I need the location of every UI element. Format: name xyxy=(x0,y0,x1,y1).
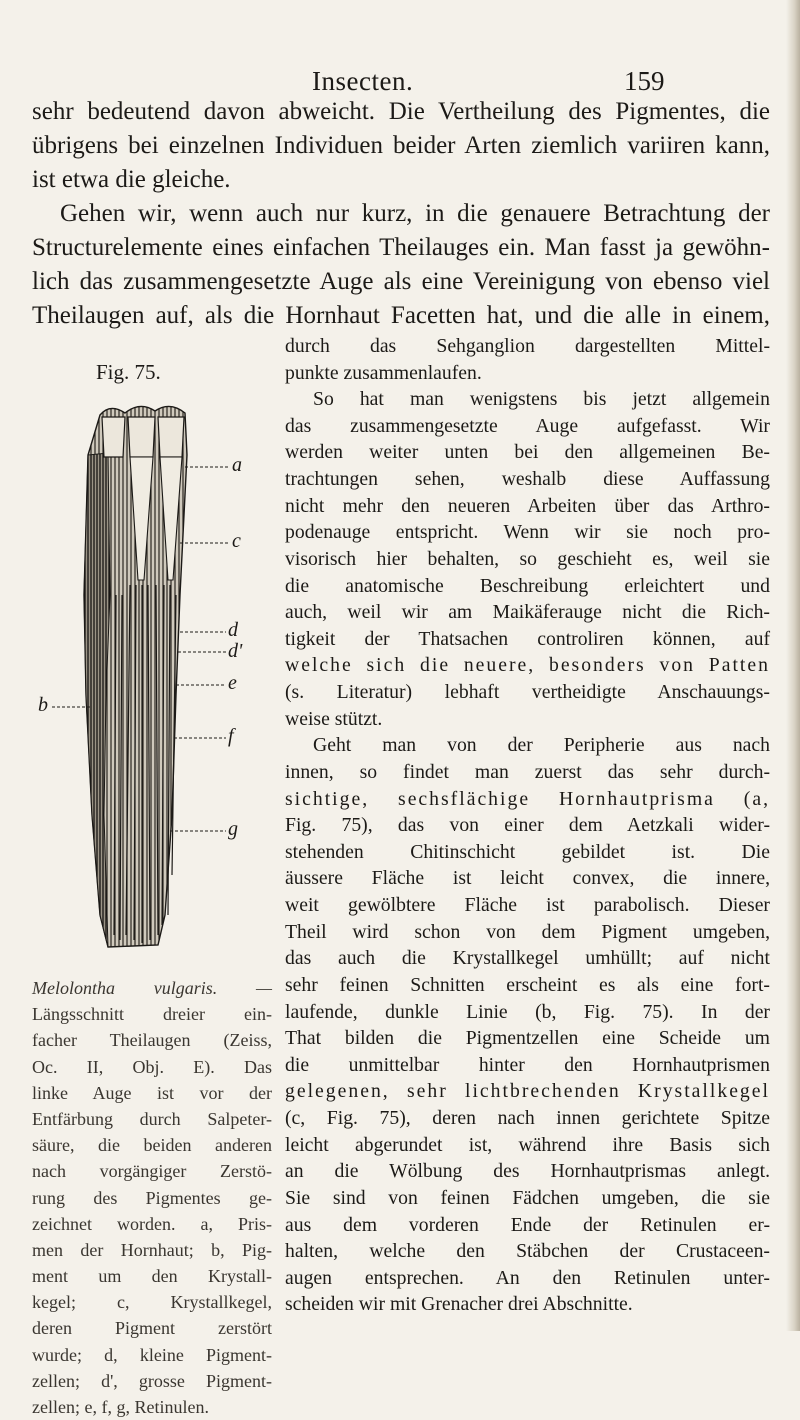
text-line: weit gewölbtere Fläche ist parabolisch. Dieser xyxy=(285,894,770,917)
caption-line: Melolontha vulgaris. — xyxy=(32,978,272,998)
caption-line: Oc. II, Obj. E). Das xyxy=(32,1056,272,1077)
text-line: visorisch hier behalten, so geschieht es, weil sie xyxy=(285,547,770,570)
text-line: podenauge entspricht. Wenn wir sie noch pro- xyxy=(285,521,770,544)
label-c: c xyxy=(232,530,241,552)
text-line: (s. Literatur) lebhaft vertheidigte Anschauungs- xyxy=(285,681,770,704)
caption-line: säure, die beiden anderen xyxy=(32,1135,272,1156)
caption-line: ment um den Krystall- xyxy=(32,1266,272,1287)
text-line: punkte zusammenlaufen. xyxy=(285,361,482,384)
text-line: Structurelemente eines einfachen Theilauges ein. Man fasst ja gewöhn- xyxy=(32,234,770,261)
caption-line: zeichnet worden. a, Pris- xyxy=(32,1213,272,1234)
text-line: ist etwa die gleiche. xyxy=(32,166,231,193)
text-line: durch das Sehganglion dargestellten Mittel- xyxy=(285,335,770,357)
caption-line: wurde; d, kleine Pigment- xyxy=(32,1344,272,1365)
text-line: tigkeit der Thatsachen controliren können, auf xyxy=(285,627,770,650)
figure-label: Fig. 75. xyxy=(96,360,161,384)
text-line: Gehen wir, wenn auch nur kurz, in die genauere Betrachtung der xyxy=(60,200,770,227)
figure-illustration xyxy=(30,395,270,965)
caption-line: Entfärbung durch Salpeter- xyxy=(32,1108,272,1129)
caption-line: deren Pigment zerstört xyxy=(32,1318,272,1339)
label-f: f xyxy=(228,725,234,747)
caption-line: zellen; e, f, g, Retinulen. xyxy=(32,1397,209,1417)
label-g: g xyxy=(228,818,238,840)
pigmented-left-eye xyxy=(84,453,110,947)
caption-line: rung des Pigmentes ge- xyxy=(32,1187,272,1208)
text-line: laufende, dunkle Linie (b, Fig. 75). In der xyxy=(285,1000,770,1023)
running-head: Insecten. xyxy=(312,66,414,96)
text-line: Fig. 75), das von einer dem Aetzkali wider- xyxy=(285,814,770,837)
text-line: augen entsprechen. An den Retinulen unter- xyxy=(285,1266,770,1289)
text-line: welche sich die neuere, besonders von Patten xyxy=(285,654,770,677)
text-line: auch, weil wir am Maikäferauge nicht die Rich- xyxy=(285,601,770,624)
text-line: innen, so findet man zuerst das sehr durch- xyxy=(285,760,770,783)
text-line: So hat man wenigstens bis jetzt allgemein xyxy=(313,388,770,411)
text-line: sichtige, sechsflächige Hornhautprisma (a, xyxy=(285,787,770,810)
text-line: das auch die Krystallkegel umhüllt; auf nicht xyxy=(285,947,770,970)
text-line: scheiden wir mit Grenacher drei Abschnitte. xyxy=(285,1293,633,1316)
text-line: übrigens bei einzelnen Individuen beider Arten ziemlich variiren kann, xyxy=(32,132,770,159)
label-d-prime: d' xyxy=(228,640,243,662)
page-edge-shadow xyxy=(786,0,800,1331)
text-line: sehr bedeutend davon abweicht. Die Vertheilung des Pigmentes, die xyxy=(32,98,770,125)
text-line: Sie sind von feinen Fädchen umgeben, die sie xyxy=(285,1186,770,1209)
caption-line: linke Auge ist vor der xyxy=(32,1082,272,1103)
text-line: das zusammengesetzte Auge aufgefasst. Wir xyxy=(285,414,770,437)
text-line: äussere Fläche ist leicht convex, die innere, xyxy=(285,867,770,890)
text-line: an die Wölbung des Hornhautprismas anlegt. xyxy=(285,1160,770,1183)
text-line: stehenden Chitinschicht gebildet ist. Die xyxy=(285,840,770,863)
label-d: d xyxy=(228,619,238,641)
caption-line: facher Theilaugen (Zeiss, xyxy=(32,1030,272,1051)
caption-line: Längsschnitt dreier ein- xyxy=(32,1004,272,1025)
text-line: nicht mehr den neueren Arbeiten über das Arthro- xyxy=(285,494,770,517)
label-e: e xyxy=(228,672,237,694)
text-line: Theilaugen auf, als die Hornhaut Facetten hat, und die alle in einem, xyxy=(32,302,770,329)
caption-line: kegel; c, Krystallkegel, xyxy=(32,1292,272,1313)
caption-line: men der Hornhaut; b, Pig- xyxy=(32,1239,272,1260)
caption-line: zellen; d', grosse Pigment- xyxy=(32,1370,272,1391)
text-line: Geht man von der Peripherie aus nach xyxy=(313,734,770,757)
text-line: werden weiter unten bei den allgemeinen Be- xyxy=(285,441,770,464)
text-line: sehr feinen Schnitten erscheint es als eine fort- xyxy=(285,973,770,996)
label-b: b xyxy=(38,694,48,716)
text-line: halten, welche den Stäbchen der Crustaceen- xyxy=(285,1240,770,1263)
text-line: weise stützt. xyxy=(285,707,383,730)
text-line: That bilden die Pigmentzellen eine Scheide um xyxy=(285,1027,770,1050)
text-line: trachtungen sehen, weshalb diese Auffassung xyxy=(285,468,770,491)
page-number: 159 xyxy=(624,66,665,96)
text-line: gelegenen, sehr lichtbrechenden Krystallkegel xyxy=(285,1080,770,1103)
caption-line: nach vorgängiger Zerstö- xyxy=(32,1161,272,1182)
text-line: (c, Fig. 75), deren nach innen gerichtete Spitze xyxy=(285,1107,770,1130)
cornea-prisms xyxy=(102,417,184,457)
text-line: Theil wird schon von dem Pigment umgeben, xyxy=(285,920,770,943)
label-a: a xyxy=(232,454,242,476)
text-line: die unmittelbar hinter den Hornhautprismen xyxy=(285,1053,770,1076)
text-line: leicht abgerundet ist, während ihre Basis sich xyxy=(285,1133,770,1156)
text-line: aus dem vorderen Ende der Retinulen er- xyxy=(285,1213,770,1236)
text-line: lich das zusammengesetzte Auge als eine Vereinigung von ebenso viel xyxy=(32,268,770,295)
figure-caption xyxy=(32,975,272,1420)
text-line: die anatomische Beschreibung erleichtert und xyxy=(285,574,770,597)
